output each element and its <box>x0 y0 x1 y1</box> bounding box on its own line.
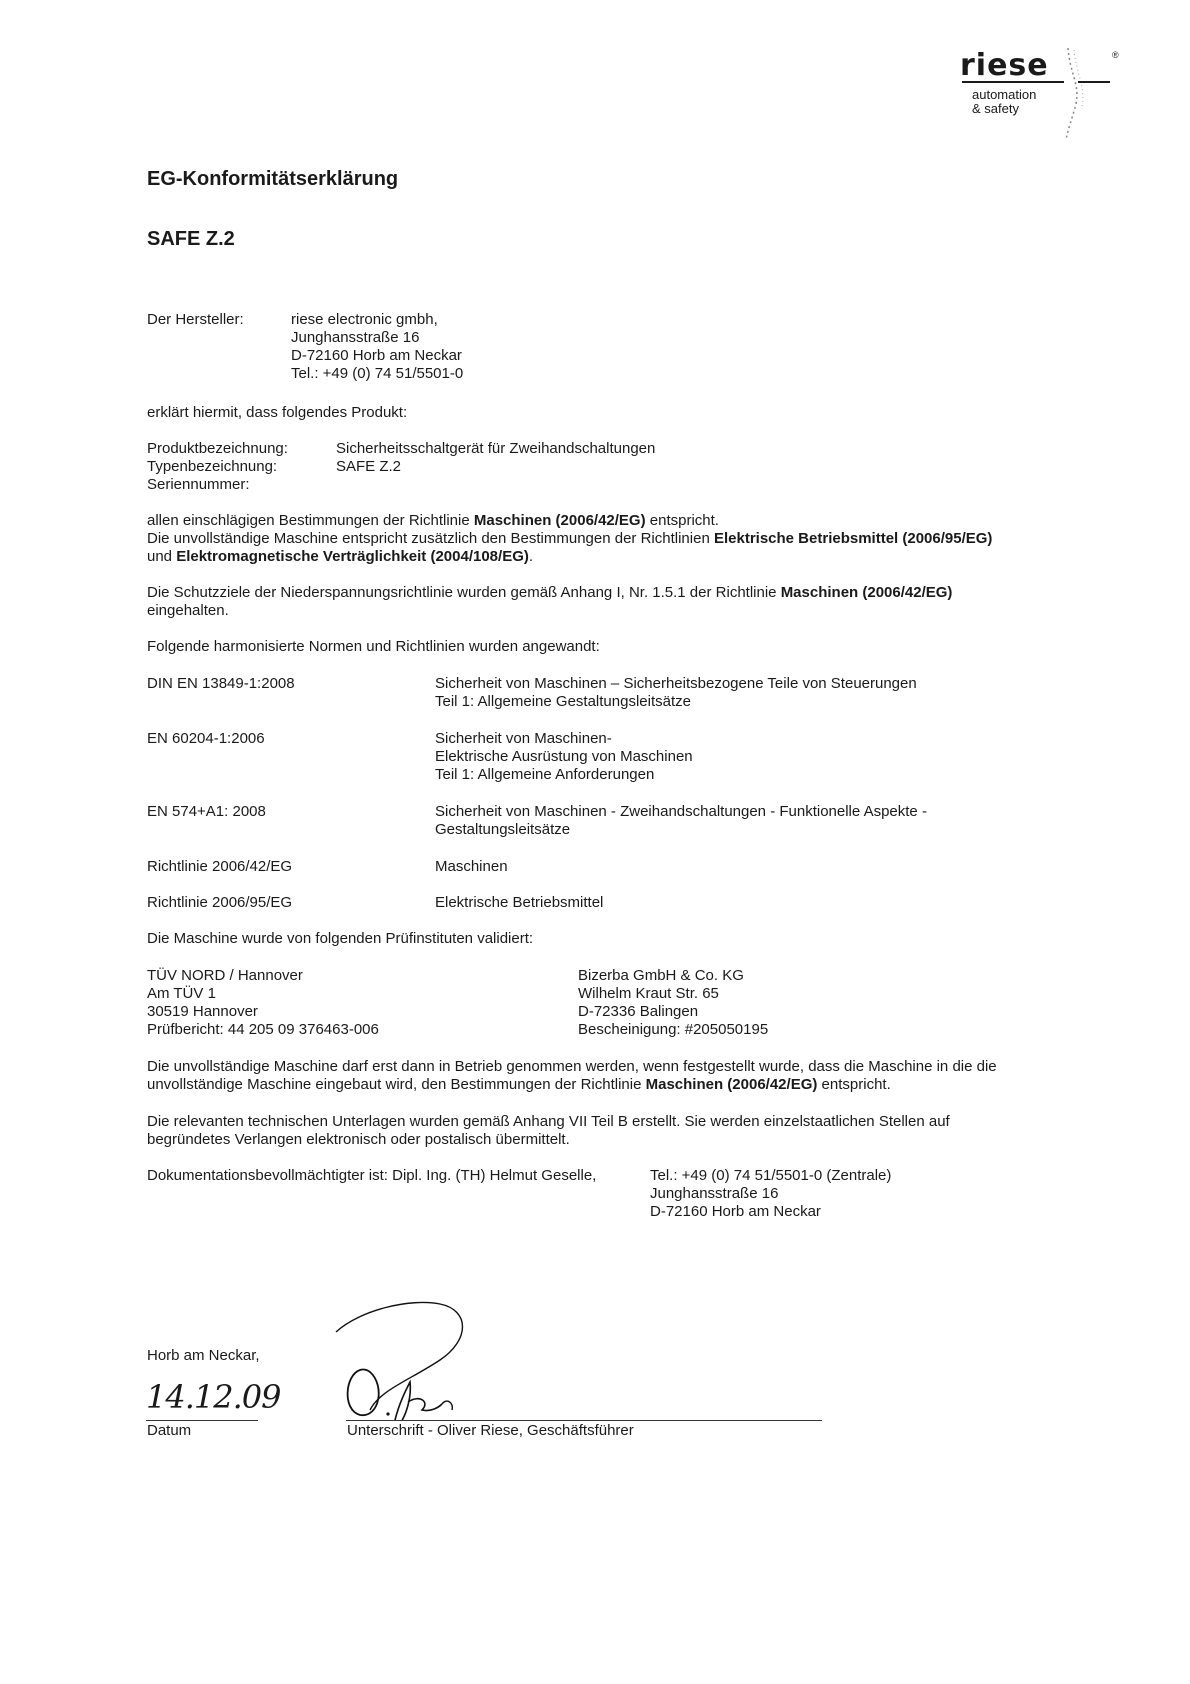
manufacturer-line: Tel.: +49 (0) 74 51/5501-0 <box>291 365 464 382</box>
norm-desc-line: Sicherheit von Maschinen- <box>435 730 612 747</box>
bold-span: Maschinen (2006/42/EG) <box>645 1076 818 1093</box>
text-span: entspricht. <box>817 1076 891 1093</box>
text-span: unvollständige Maschine eingebaut wird, den Bestimmungen der Richtlinie <box>147 1076 646 1093</box>
product-info-values <box>336 440 655 494</box>
logo-wordmark: riese <box>960 48 1049 83</box>
norm-description <box>435 675 917 711</box>
institute-line: D-72336 Balingen <box>578 1003 699 1020</box>
directive-paragraph <box>147 512 992 566</box>
doc-agent-label: Dokumentationsbevollmächtigter ist: Dipl. Ing. (TH) Helmut Geselle, <box>147 1167 597 1184</box>
product-info-label: Typenbezeichnung: <box>147 458 278 475</box>
norm-desc-line: Teil 1: Allgemeine Gestaltungsleitsätze <box>435 693 691 710</box>
norm-description: Elektrische Betriebsmittel <box>435 894 604 911</box>
logo-tagline-1: automation <box>972 87 1037 102</box>
product-info-label: Seriennummer: <box>147 476 250 493</box>
text-line: begründetes Verlangen elektronisch oder postalisch übermittelt. <box>147 1131 570 1148</box>
bold-span: Elektromagnetische Verträglichkeit (2004/108/EG) <box>176 548 529 565</box>
company-logo <box>960 44 1120 144</box>
text-line: eingehalten. <box>147 602 229 619</box>
date-line <box>146 1420 258 1421</box>
bold-span: Maschinen (2006/42/EG) <box>473 512 646 529</box>
text-span: allen einschlägigen Bestimmungen der Richtlinie <box>147 512 474 529</box>
norm-desc-line: Sicherheit von Maschinen – Sicherheitsbezogene Teile von Steuerungen <box>435 675 917 692</box>
doc-agent-line: Tel.: +49 (0) 74 51/5501-0 (Zentrale) <box>650 1167 892 1184</box>
product-info-value: Sicherheitsschaltgerät für Zweihandschaltungen <box>336 440 656 457</box>
manufacturer-address <box>291 311 463 383</box>
product-info-label: Produktbezeichnung: <box>147 440 288 457</box>
registered-mark: ® <box>1112 50 1119 60</box>
bold-span: Maschinen (2006/42/EG) <box>780 584 953 601</box>
institute-tuv <box>147 967 379 1039</box>
norm-desc-line: Gestaltungsleitsätze <box>435 821 571 838</box>
doc-agent-line: D-72160 Horb am Neckar <box>650 1203 821 1220</box>
signature-label: Unterschrift - Oliver Riese, Geschäftsführer <box>347 1422 634 1439</box>
logo-tagline <box>972 88 1036 116</box>
manufacturer-line: D-72160 Horb am Neckar <box>291 347 462 364</box>
text-span: und <box>147 548 177 565</box>
text-line: Die relevanten technischen Unterlagen wurden gemäß Anhang VII Teil B erstellt. Sie werden einzelstaatlichen Stellen auf <box>147 1113 950 1130</box>
norm-desc-line: Teil 1: Allgemeine Anforderungen <box>435 766 655 783</box>
norm-description: Maschinen <box>435 858 508 875</box>
norm-desc-line: Sicherheit von Maschinen - Zweihandschaltungen - Funktionelle Aspekte - <box>435 803 927 820</box>
norm-code: EN 60204-1:2006 <box>147 730 265 747</box>
logo-tagline-2: & safety <box>972 101 1019 116</box>
validated-intro: Die Maschine wurde von folgenden Prüfinstituten validiert: <box>147 930 534 947</box>
institute-bizerba <box>578 967 768 1039</box>
institute-line: Bescheinigung: #205050195 <box>578 1021 769 1038</box>
institute-line: Am TÜV 1 <box>147 985 216 1002</box>
text-span: Die unvollständige Maschine entspricht zusätzlich den Bestimmungen der Richtlinien <box>147 530 714 547</box>
doc-agent-line: Junghansstraße 16 <box>650 1185 779 1202</box>
product-info-value: SAFE Z.2 <box>336 458 402 475</box>
institute-line: 30519 Hannover <box>147 1003 258 1020</box>
text-span: entspricht. <box>645 512 719 529</box>
signature-line <box>346 1420 822 1421</box>
text-span: Die Schutzziele der Niederspannungsrichtlinie wurden gemäß Anhang I, Nr. 1.5.1 der Richtlinie <box>147 584 781 601</box>
page-title: EG-Konformitätserklärung <box>147 168 399 190</box>
institute-line: Prüfbericht: 44 205 09 376463-006 <box>147 1021 379 1038</box>
norm-code: Richtlinie 2006/95/EG <box>147 894 293 911</box>
commissioning-paragraph <box>147 1058 997 1094</box>
handwritten-signature <box>330 1290 530 1430</box>
institute-line: Wilhelm Kraut Str. 65 <box>578 985 719 1002</box>
protection-paragraph <box>147 584 952 620</box>
text-span: . <box>528 548 534 565</box>
manufacturer-line: riese electronic gmbh, <box>291 311 438 328</box>
product-info-labels <box>147 440 288 494</box>
signature-place: Horb am Neckar, <box>147 1347 260 1364</box>
norm-description <box>435 803 927 839</box>
handwritten-date: 14.12.09 <box>146 1378 281 1416</box>
date-label: Datum <box>147 1422 192 1439</box>
institute-line: Bizerba GmbH & Co. KG <box>578 967 744 984</box>
norm-desc-line: Elektrische Ausrüstung von Maschinen <box>435 748 693 765</box>
norm-code: Richtlinie 2006/42/EG <box>147 858 293 875</box>
text-line: Die unvollständige Maschine darf erst dann in Betrieb genommen werden, wenn festgestellt wurde, dass die Maschine in die die <box>147 1058 997 1075</box>
product-info-value <box>336 476 655 494</box>
manufacturer-label: Der Hersteller: <box>147 311 244 328</box>
doc-agent-address <box>650 1167 891 1221</box>
norms-intro: Folgende harmonisierte Normen und Richtlinien wurden angewandt: <box>147 638 600 655</box>
norm-description <box>435 730 693 784</box>
norm-code: DIN EN 13849-1:2008 <box>147 675 295 692</box>
norm-code: EN 574+A1: 2008 <box>147 803 266 820</box>
manufacturer-line: Junghansstraße 16 <box>291 329 420 346</box>
product-heading: SAFE Z.2 <box>147 228 235 250</box>
bold-span: Elektrische Betriebsmittel (2006/95/EG) <box>713 530 993 547</box>
institute-line: TÜV NORD / Hannover <box>147 967 303 984</box>
documents-paragraph <box>147 1113 950 1149</box>
declaration-text: erklärt hiermit, dass folgendes Produkt: <box>147 404 408 421</box>
